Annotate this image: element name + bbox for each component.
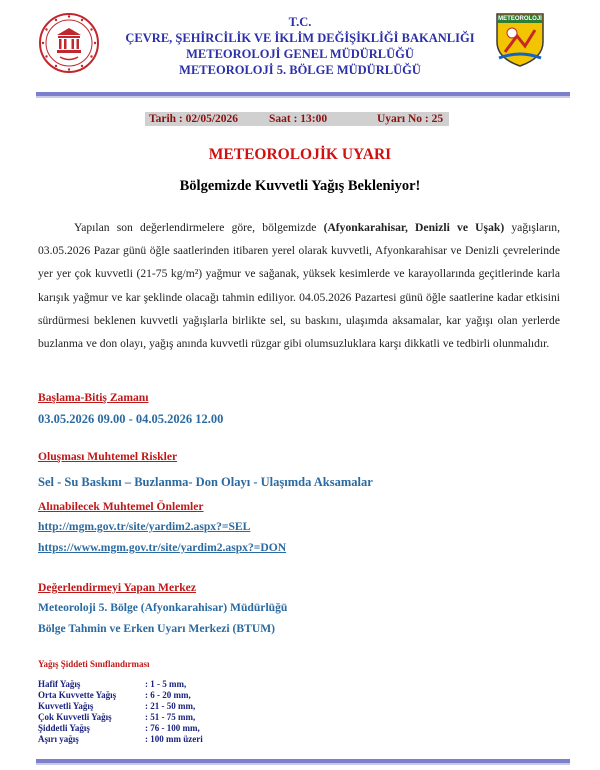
warning-title: METEOROLOJİK UYARI — [208, 146, 392, 163]
scale-name: Orta Kuvvette Yağış — [38, 690, 117, 700]
measures-heading: Alınabilecek Muhtemel Önlemler — [38, 500, 204, 513]
warning-time: Saat : 13:00 — [269, 113, 328, 125]
header-divider-shade — [36, 96, 570, 98]
body-intro: Yapılan son değerlendirmelere göre, bölgemizde — [74, 221, 324, 234]
time-range-heading: Başlama-Bitiş Zamanı — [38, 391, 149, 404]
header-regional: METEOROLOJİ 5. BÖLGE MÜDÜRLÜĞÜ — [179, 63, 421, 77]
body-detail: yağışların, 03.05.2026 Pazar günü öğle saatlerinden itibaren yerel olarak kuvvetli, Afyonkarahisar ve Denizli çevrelerinde yer yer çok kuvvetli (21-75 kg/m²) yağmur ve sağanak, yüksek kesimlerde ve karayollarında geçitlerinde karla karışık yağmur ve kar şeklinde olacağı tahmin ediliyor. 04.05.2026 Pazartesi günü öğle saatlerine kadar etkisini sürdürmesi beklenen kuvvetli yağışlarla birlikte sel, su baskını, ulaşımda aksamalar, kar yağışı olan yerlerde buzlanma ve don olayı, yağış anında kuvvetli rüzgar gibi olumsuzluklara karşı dikkatli ve tedbirli olunmalıdır. — [38, 221, 561, 351]
time-range-value: 03.05.2026 09.00 - 04.05.2026 12.00 — [38, 412, 224, 426]
scale-row — [38, 723, 298, 734]
header-tc: T.C. — [288, 15, 312, 29]
scale-value: : 100 mm üzeri — [145, 734, 203, 744]
warning-number: Uyarı No : 25 — [377, 113, 444, 125]
risks-value: Sel - Su Baskını – Buzlanma- Don Olayı - Ulaşımda Aksamalar — [38, 475, 373, 489]
scale-value: : 1 - 5 mm, — [145, 679, 187, 689]
scale-row — [38, 679, 298, 690]
warning-info-bar — [145, 112, 449, 126]
center-unit: Bölge Tahmin ve Erken Uyarı Merkezi (BTUM) — [38, 622, 276, 635]
center-name: Meteoroloji 5. Bölge (Afyonkarahisar) Müdürlüğü — [38, 601, 288, 614]
scale-row — [38, 712, 298, 723]
warning-body — [38, 216, 560, 355]
warning-subtitle: Bölgemizde Kuvvetli Yağış Bekleniyor! — [179, 178, 421, 194]
scale-value: : 6 - 20 mm, — [145, 690, 191, 700]
scale-name: Hafif Yağış — [38, 679, 81, 689]
risks-heading: Oluşması Muhtemel Riskler — [38, 450, 178, 463]
scale-title: Yağış Şiddeti Sınıflandırması — [38, 659, 150, 669]
scale-row — [38, 690, 298, 701]
measures-link-flood[interactable]: http://mgm.gov.tr/site/yardim2.aspx?=SEL — [38, 520, 251, 533]
scale-value: : 76 - 100 mm, — [145, 723, 200, 733]
scale-name: Kuvvetli Yağış — [38, 701, 94, 711]
scale-value: : 21 - 50 mm, — [145, 701, 196, 711]
scale-row — [38, 701, 298, 712]
scale-name: Aşırı yağış — [38, 734, 79, 744]
measures-link-frost[interactable]: https://www.mgm.gov.tr/site/yardim2.aspx?=DON — [38, 541, 287, 554]
scale-row — [38, 734, 298, 745]
header-ministry: ÇEVRE, ŞEHİRCİLİK VE İKLİM DEĞİŞİKLİĞİ BAKANLIĞI — [125, 31, 475, 45]
footer-divider-shade — [36, 763, 570, 765]
scale-value: : 51 - 75 mm, — [145, 712, 196, 722]
body-region: (Afyonkarahisar, Denizli ve Uşak) — [323, 221, 505, 234]
scale-name: Çok Kuvvetli Yağış — [38, 712, 112, 722]
header-directorate: METEOROLOJİ GENEL MÜDÜRLÜĞÜ — [186, 47, 414, 61]
center-heading: Değerlendirmeyi Yapan Merkez — [38, 581, 196, 594]
warning-date: Tarih : 02/05/2026 — [149, 113, 239, 125]
meteorology-logo — [495, 12, 545, 68]
scale-name: Şiddetli Yağış — [38, 723, 90, 733]
meteorology-logo-text: METEOROLOJİ — [498, 16, 542, 22]
